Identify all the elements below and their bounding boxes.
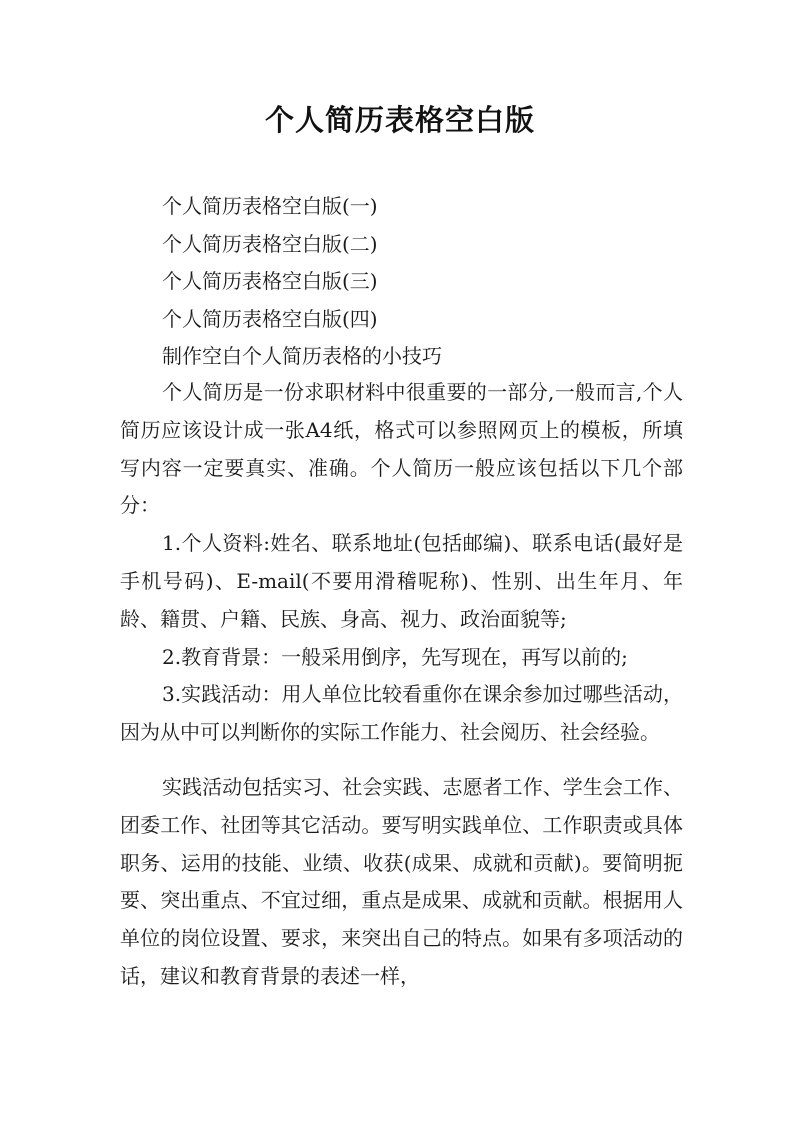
body-paragraph-practice-details: 实践活动包括实习、社会实践、志愿者工作、学生会工作、团委工作、社团等其它活动。要写明实践单位、工作职责或具体职务、运用的技能、业绩、收获(成果、成就和贡献)。要简明扼要、突出重点、不宜过细，重点是成果、成就和贡献。根据用人单位的岗位设置、要求，来突出自己的特点。如果有多项活动的话，建议和教育背景的表述一样，	[120, 774, 683, 988]
toc-item: 个人简历表格空白版(四)	[162, 306, 378, 331]
toc-item: 个人简历表格空白版(二)	[162, 231, 378, 256]
body-paragraph-education: 2.教育背景：一般采用倒序，先写现在，再写以前的;	[162, 644, 628, 669]
toc-item: 个人简历表格空白版(一)	[162, 194, 378, 218]
document-title: 个人简历表格空白版	[264, 103, 535, 137]
body-paragraph-practice: 3.实践活动：用人单位比较看重你在课余参加过哪些活动，因为从中可以判断你的实际工作能力、社会阅历、社会经验。	[120, 682, 683, 745]
toc-item: 个人简历表格空白版(三)	[162, 269, 378, 294]
table-of-contents	[162, 188, 682, 376]
body-paragraph-intro: 个人简历是一份求职材料中很重要的一部分,一般而言,个人简历应该设计成一张A4纸，格式可以参照网页上的模板，所填写内容一定要真实、准确。个人简历一般应该包括以下几个部分：	[120, 380, 683, 518]
body-paragraph-personal-info: 1.个人资料:姓名、联系地址(包括邮编)、联系电话(最好是手机号码)、E-mail(不要用滑稽呢称)、性别、出生年月、年龄、籍贯、户籍、民族、身高、视力、政治面貌等;	[120, 531, 683, 631]
toc-item: 制作空白个人简历表格的小技巧	[162, 344, 442, 369]
document-body	[120, 374, 683, 996]
